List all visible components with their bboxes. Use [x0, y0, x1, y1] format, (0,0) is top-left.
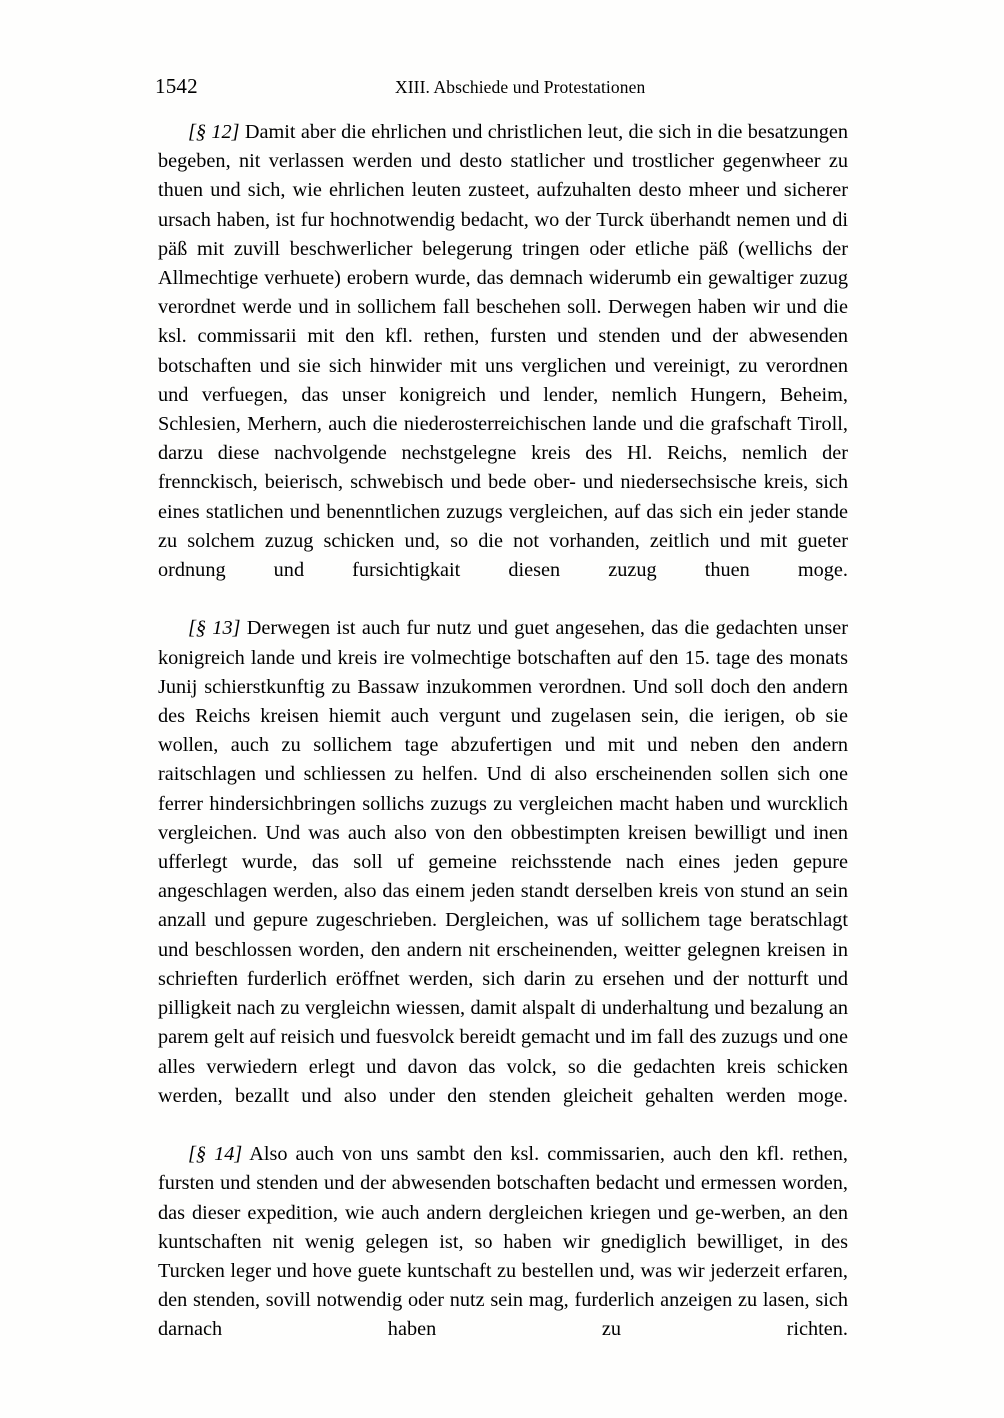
paragraph-text-14: Also auch von uns sambt den ksl. commissarien, auch den kfl. rethen, fursten und stenden und der abwesenden botschaften bedacht und ermessen worden, das dieser expedition, wie auch andern dergleichen kriegen und ge-werben, an den kuntschaften nit wenig gelegen ist, so haben wir gnediglich bewilliget, in des Turcken leger und hove guete kuntschaft zu bestellen und, was wir jederzeit erfaren, den stenden, sovill notwendig oder nutz sein mag, furderlich anzeigen zu lasen, sich darnach haben zu richten. [158, 1143, 849, 1341]
page-header [155, 74, 855, 100]
paragraph-text-12: Damit aber die ehrlichen und christlichen leut, die sich in die besatzungen begeben, nit verlassen werden und desto statlicher und trostlicher gegenwheer zu thuen und sich, wie ehrlichen leuten zusteet, aufzuhalten desto mheer und sicherer ursach haben, ist fur hochnotwendig bedacht, wo der Turck überhandt nemen und di päß mit zuvill beschwerlicher belegerung tringen oder etliche päß (wellichs der Allmechtige verhuete) erobern wurde, das demnach widerumb ein gewaltiger zuzug verordnet werde und in sollichem fall beschehen soll. Derwegen haben wir und die ksl. commissarii mit den kfl. rethen, fursten und stenden und der abwesenden botschaften und sie sich hinwider mit uns verglichen und vereinigt, zu verordnen und verfuegen, das unser konigreich und lender, nemlich Hungern, Beheim, Schlesien, Merhern, auch die niederosterreichischen lande und die grafschaft Tiroll, darzu diese nachvolgende nechstgelegne kreis des Hl. Reichs, nemlich der frennckisch, beierisch, schwebisch und bede ober- und niedersechsische kreis, sich eines statlichen und benenntlichen zuzugs vergleichen, auf das sich ein jeder stande zu solchem zuzug schicken und, so die not vorhanden, zeitlich und mit gueter ordnung und fursichtigkait diesen zuzug thuen moge. [158, 121, 848, 582]
page-number: 1542 [155, 74, 198, 98]
section-marker-13: [§ 13] [188, 617, 241, 640]
section-marker-12: [§ 12] [188, 121, 240, 143]
paragraph-text-13: Derwegen ist auch fur nutz und guet angesehen, das die gedachten unser konigreich lande und kreis ire volmechtige botschaften auf den 15. tage des monats Junij schierstkunftig zu Bassaw inzukommen verordnen. Und soll doch den andern des Reichs kreisen hiemit auch vergunt und zugelasen sein, die ierigen, ob sie wollen, auch zu sollichem tage abzufertigen und mit und neben den andern raitschlagen und schliessen zu helfen. Und di also erscheinenden sollen sich one ferrer hindersichbringen sollichs zuzugs zu vergleichen macht haben und wurcklich vergleichen. Und was auch also von den obbestimpten kreisen bewilligt und inen ufferlegt wurde, das soll uf gemeine reichsstende nach eines jeden gepure angeschlagen werden, also das einem jeden standt derselben kreis von stund an sein anzall und gepure zugeschrieben. Dergleichen, was uf sollichem tage beratschlagt und beschlossen worden, den andern nit erscheinenden, weitter gelegnen kreisen in schrieften furderlich eröffnet werden, sich darin zu ersehen und der notturft und pilligkeit nach zu vergleichn wiessen, damit alspalt di underhaltung und bezalung an parem gelt auf reisich und fuesvolck bereidt gemacht und im fall des zuzugs und one alles verwiedern erlegt und davon das volck, so die gedachten kreis schicken werden, bezallt und also under den stenden gleicheit gehalten werden moge. [158, 617, 849, 1107]
section-marker-14: [§ 14] [188, 1143, 243, 1166]
paragraph-13 [158, 614, 848, 1140]
paragraph-12 [158, 118, 848, 614]
body-text [158, 118, 848, 1374]
running-title: XIII. Abschiede und Protestationen [395, 77, 646, 97]
paragraph-14 [158, 1140, 848, 1374]
